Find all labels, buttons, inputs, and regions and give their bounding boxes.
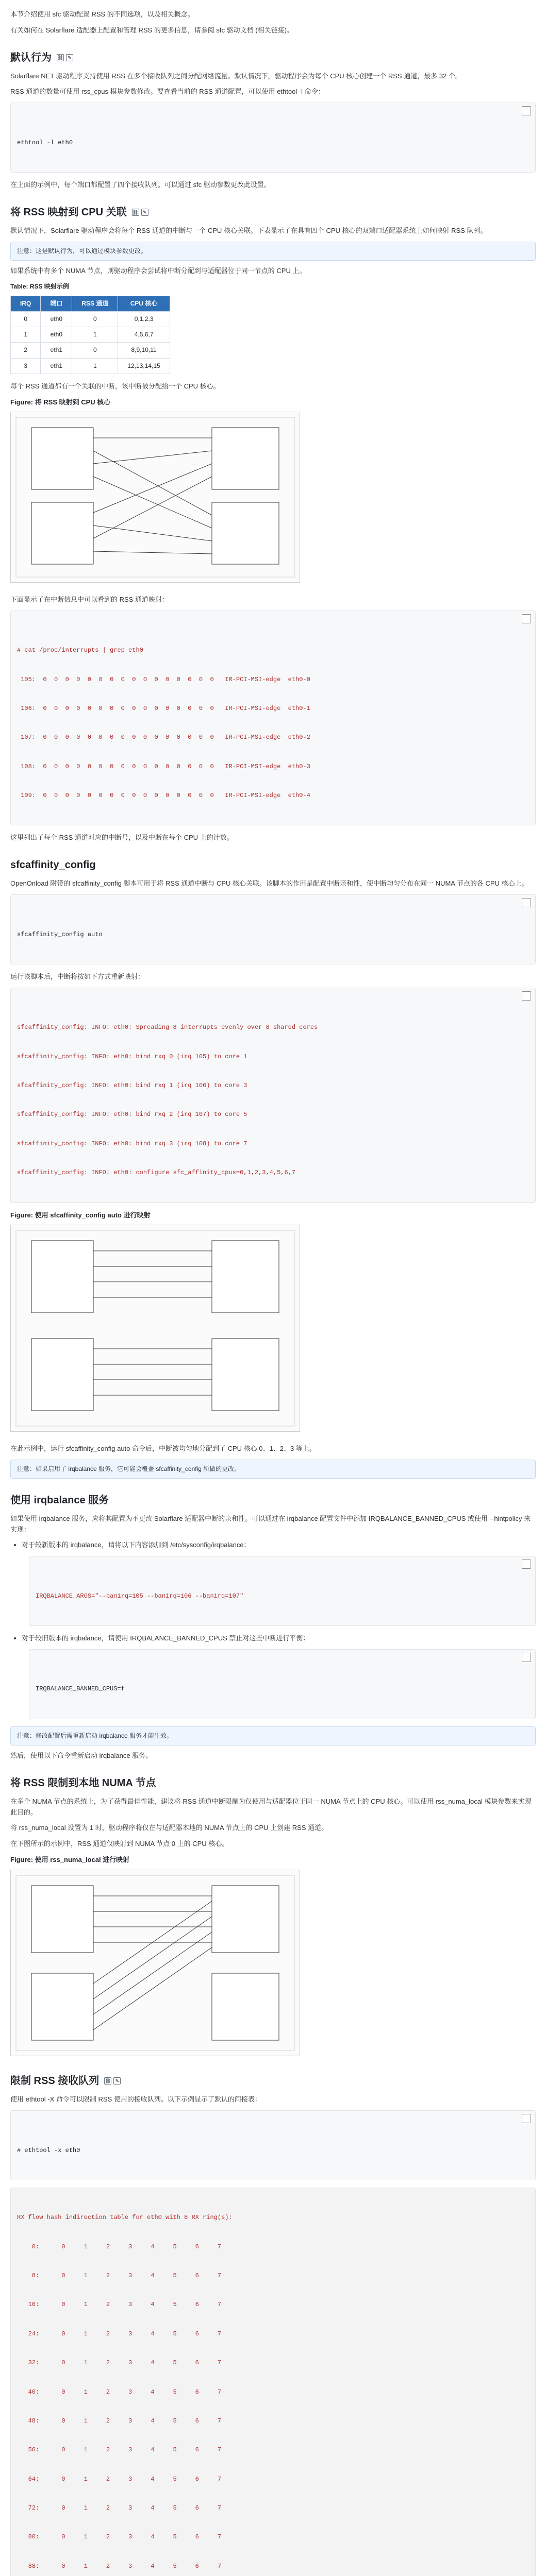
code-block: [29, 1556, 536, 1626]
table-header: IRQ: [11, 296, 41, 311]
section-title-irqbalance: 使用 irqbalance 服务: [10, 1494, 109, 1506]
code-block: [10, 2110, 536, 2180]
code-line: sfcaffinity_config: INFO: eth0: bind rxq 1 (irq 106) to core 3: [17, 1082, 247, 1090]
code-block: [29, 1649, 536, 1719]
code-line: sfcaffinity_config: INFO: eth0: bind rxq 3 (irq 108) to core 7: [17, 1140, 247, 1147]
copy-icon[interactable]: [522, 991, 531, 1001]
paragraph: 使用 ethtool -X 命令可以限制 RSS 使用的接收队列。以下示例显示了默认的间接表：: [10, 2095, 261, 2104]
paragraph: 如果系统中有多个 NUMA 节点，则驱动程序会尝试将中断分配到与适配器位于同一节点的 CPU 上。: [10, 266, 306, 275]
link-icon[interactable]: ⛓: [57, 55, 63, 60]
code-line: IRQBALANCE_ARGS="--banirq=105 --banirq=106 --banirq=107": [36, 1592, 244, 1600]
heading-actions: [57, 54, 73, 61]
figure-sfcaffinity: [10, 1210, 536, 1435]
paragraph: 将 rss_numa_local 设置为 1 时，驱动程序将仅在与适配器本地的 NUMA 节点上的 CPU 上创建 RSS 通道。: [10, 1824, 328, 1832]
code-line: sfcaffinity_config: INFO: eth0: Spreading 8 interrupts evenly over 8 shared cores: [17, 1024, 318, 1031]
code-line: sfcaffinity_config: INFO: eth0: bind rxq 2 (irq 107) to core 5: [17, 1111, 247, 1118]
code-line: IRQBALANCE_BANNED_CPUS=f: [36, 1685, 125, 1693]
code-block: [10, 988, 536, 1203]
note-box: 注意：如果启用了 irqbalance 服务，它可能会覆盖 sfcaffinity_config 所做的更改。: [10, 1460, 536, 1479]
rss-map-table: [10, 296, 170, 374]
code-line: 88: 0 1 2 3 4 5 6 7: [17, 2562, 222, 2570]
table-cell: 4,5,6,7: [118, 327, 170, 343]
code-line: # cat /proc/interrupts | grep eth0: [17, 647, 143, 654]
table-row: [11, 358, 170, 374]
table-row: [11, 312, 170, 327]
paragraph: 这里列出了每个 RSS 通道对应的中断号，以及中断在每个 CPU 上的计数。: [10, 834, 234, 842]
page-content: [10, 0, 536, 2576]
code-line: 72: 0 1 2 3 4 5 6 7: [17, 2504, 222, 2512]
table-header: CPU 核心: [118, 296, 170, 311]
note-box: 注意：这是默认行为，可以通过模块参数更改。: [10, 242, 536, 261]
code-line: 16: 0 1 2 3 4 5 6 7: [17, 2301, 222, 2309]
code-line: ethtool -l eth0: [17, 139, 73, 146]
paragraph: 运行该脚本后，中断将按如下方式重新映射：: [10, 972, 145, 980]
table-row: [11, 343, 170, 358]
paragraph: RSS 通道的数量可使用 rss_cpus 模块参数修改。要查看当前的 RSS 通道配置，可以使用 ethtool -l 命令：: [10, 88, 325, 96]
sfcaffinity-diagram: [10, 1225, 300, 1432]
code-line: 24: 0 1 2 3 4 5 6 7: [17, 2330, 222, 2337]
table-row: [11, 327, 170, 343]
code-line: 105: 0 0 0 0 0 0 0 0 0 0 0 0 0 0 0 0 IR-PCI-MSI-edge eth0-0: [17, 675, 310, 683]
list-item: • 对于较旧版本的 irqbalance，请使用 IRQBALANCE_BANNED_CPUS 禁止对这些中断进行平衡：: [22, 1633, 536, 1644]
section-title-default: 默认行为 ⛓ ✎: [10, 49, 536, 66]
heading-actions: [104, 2077, 121, 2084]
table-cell: 1: [11, 327, 41, 343]
intro-line-1: 本节介绍使用 sfc 驱动配置 RSS 的不同选项，以及相关概念。: [10, 10, 194, 18]
code-line: sfcaffinity_config: INFO: eth0: configure sfc_affinity_cpus=0,1,2,3,4,5,6,7: [17, 1169, 296, 1177]
copy-icon[interactable]: [522, 2114, 531, 2123]
table-cell: 0: [72, 312, 118, 327]
table-cell: eth0: [41, 312, 72, 327]
table-cell: eth0: [41, 327, 72, 343]
intro-line-2: 有关如何在 Solarflare 适配器上配置和管理 RSS 的更多信息，请参阅 sfc 驱动文档 (相关链接)。: [10, 26, 293, 34]
copy-icon[interactable]: [522, 614, 531, 623]
table-cell: eth1: [41, 343, 72, 358]
paragraph: OpenOnload 附带的 sfcaffinity_config 脚本可用于将 RSS 通道中断与 CPU 核心关联。该脚本的作用是配置中断亲和性，使中断均匀分布在同一 NUMA 节点的各 CPU 核心上。: [10, 879, 528, 888]
paragraph: 每个 RSS 通道都有一个关联的中断，该中断被分配给一个 CPU 核心。: [10, 382, 220, 390]
table-header: 端口: [41, 296, 72, 311]
section-title-numa: 将 RSS 限制到本地 NUMA 节点: [10, 1777, 156, 1789]
code-line: 40: 0 1 2 3 4 5 6 7: [17, 2388, 222, 2396]
paragraph: Solarflare NET 驱动程序支持使用 RSS 在多个接收队列之间分配网络流量。默认情况下，驱动程序会为每个 CPU 核心创建一个 RSS 通道，最多 32 个。: [10, 72, 462, 80]
link-icon[interactable]: ⛓: [105, 2078, 111, 2084]
table-header: RSS 通道: [72, 296, 118, 311]
code-block: [10, 103, 536, 173]
table-cell: eth1: [41, 358, 72, 374]
figure-caption: Figure: 使用 sfcaffinity_config auto 进行映射: [10, 1211, 151, 1219]
numa-diagram: [10, 1870, 300, 2056]
figure-numa: [10, 1855, 536, 2059]
code-line: 64: 0 1 2 3 4 5 6 7: [17, 2475, 222, 2483]
table-cell: 0: [72, 343, 118, 358]
table-cell: 3: [11, 358, 41, 374]
code-line: 106: 0 0 0 0 0 0 0 0 0 0 0 0 0 0 0 0 IR-PCI-MSI-edge eth0-1: [17, 704, 310, 712]
code-block: [10, 894, 536, 964]
table-cell: 0: [11, 312, 41, 327]
table-title: Table: RSS 映射示例: [10, 282, 69, 290]
paragraph: 在多个 NUMA 节点的系统上，为了获得最佳性能，建议将 RSS 通道中断限制为仅使用与适配器位于同一 NUMA 节点上的 CPU 核心。可以使用 rss_numa_local 模块参数来实现此目的。: [10, 1797, 532, 1816]
code-line: 108: 0 0 0 0 0 0 0 0 0 0 0 0 0 0 0 0 IR-PCI-MSI-edge eth0-3: [17, 762, 310, 770]
code-block-table: [10, 2188, 536, 2576]
code-line: # ethtool -x eth0: [17, 2146, 80, 2154]
paragraph: 然后，使用以下命令重新启动 irqbalance 服务。: [10, 1751, 153, 1759]
section-title-limit: 限制 RSS 接收队列 ⛓ ✎: [10, 2073, 536, 2089]
list-item: • 对于较新版本的 irqbalance，请将以下内容添加到 /etc/sysconfig/irqbalance：: [22, 1540, 536, 1551]
figure-caption: Figure: 使用 rss_numa_local 进行映射: [10, 1855, 130, 1863]
code-line: 0: 0 1 2 3 4 5 6 7: [17, 2243, 222, 2250]
bullet-list: [10, 1540, 536, 1551]
table-cell: 2: [11, 343, 41, 358]
code-line: sfcaffinity_config auto: [17, 930, 103, 938]
table-cell: 1: [72, 327, 118, 343]
code-line: 107: 0 0 0 0 0 0 0 0 0 0 0 0 0 0 0 0 IR-PCI-MSI-edge eth0-2: [17, 734, 310, 741]
edit-icon[interactable]: ✎: [66, 54, 73, 61]
table-cell: 12,13,14,15: [118, 358, 170, 374]
edit-icon[interactable]: ✎: [141, 209, 148, 216]
note-box: 注意：修改配置后需重新启动 irqbalance 服务才能生效。: [10, 1726, 536, 1745]
table-cell: 8,9,10,11: [118, 343, 170, 358]
heading-actions: [132, 209, 148, 216]
copy-icon[interactable]: [522, 1653, 531, 1662]
paragraph: 在此示例中，运行 sfcaffinity_config auto 命令后，中断被均匀地分配到了 CPU 核心 0、1、2、3 等上。: [10, 1444, 316, 1452]
section-title-sfcaffinity: sfcaffinity_config: [10, 859, 96, 871]
rss-cpu-diagram: [10, 412, 300, 583]
code-line: 32: 0 1 2 3 4 5 6 7: [17, 2359, 222, 2367]
code-block: [10, 611, 536, 826]
paragraph: 在上面的示例中，每个端口都配置了四个接收队列。可以通过 sfc 驱动参数更改此设置。: [10, 181, 271, 189]
code-line: 48: 0 1 2 3 4 5 6 7: [17, 2417, 222, 2425]
code-line: 109: 0 0 0 0 0 0 0 0 0 0 0 0 0 0 0 0 IR-PCI-MSI-edge eth0-4: [17, 792, 310, 800]
copy-icon[interactable]: [522, 106, 531, 115]
paragraph: 在下图所示的示例中，RSS 通道仅映射到 NUMA 节点 0 上的 CPU 核心。: [10, 1840, 229, 1848]
copy-icon[interactable]: [522, 898, 531, 907]
copy-icon[interactable]: [522, 1560, 531, 1569]
paragraph: 如果使用 irqbalance 服务，应将其配置为不更改 Solarflare 适配器中断的亲和性。可以通过在 irqbalance 配置文件中添加 IRQBALANCE_BANNED_CPUS 或使用 --hintpolicy 来实现：: [10, 1514, 531, 1533]
code-line: RX flow hash indirection table for eth0 with 8 RX ring(s):: [17, 2214, 233, 2222]
code-line: 80: 0 1 2 3 4 5 6 7: [17, 2533, 222, 2541]
section-title-cpu-map: 将 RSS 映射到 CPU 关联 ⛓ ✎: [10, 204, 536, 221]
figure-caption: Figure: 将 RSS 映射到 CPU 核心: [10, 398, 111, 406]
figure-rss-to-cpu: [10, 397, 536, 586]
bullet-list: [10, 1633, 536, 1644]
paragraph: 下面显示了在中断信息中可以看到的 RSS 通道映射：: [10, 595, 169, 603]
table-cell: 0,1,2,3: [118, 312, 170, 327]
paragraph: 默认情况下，Solarflare 驱动程序会将每个 RSS 通道的中断与一个 CPU 核心关联。下表显示了在具有四个 CPU 核心的双端口适配器系统上如何映射 RSS 队列。: [10, 226, 487, 234]
code-line: sfcaffinity_config: INFO: eth0: bind rxq 0 (irq 105) to core 1: [17, 1053, 247, 1060]
link-icon[interactable]: ⛓: [132, 209, 139, 215]
code-line: 56: 0 1 2 3 4 5 6 7: [17, 2446, 222, 2454]
code-line: 8: 0 1 2 3 4 5 6 7: [17, 2272, 222, 2280]
edit-icon[interactable]: ✎: [113, 2077, 121, 2084]
table-cell: 1: [72, 358, 118, 374]
